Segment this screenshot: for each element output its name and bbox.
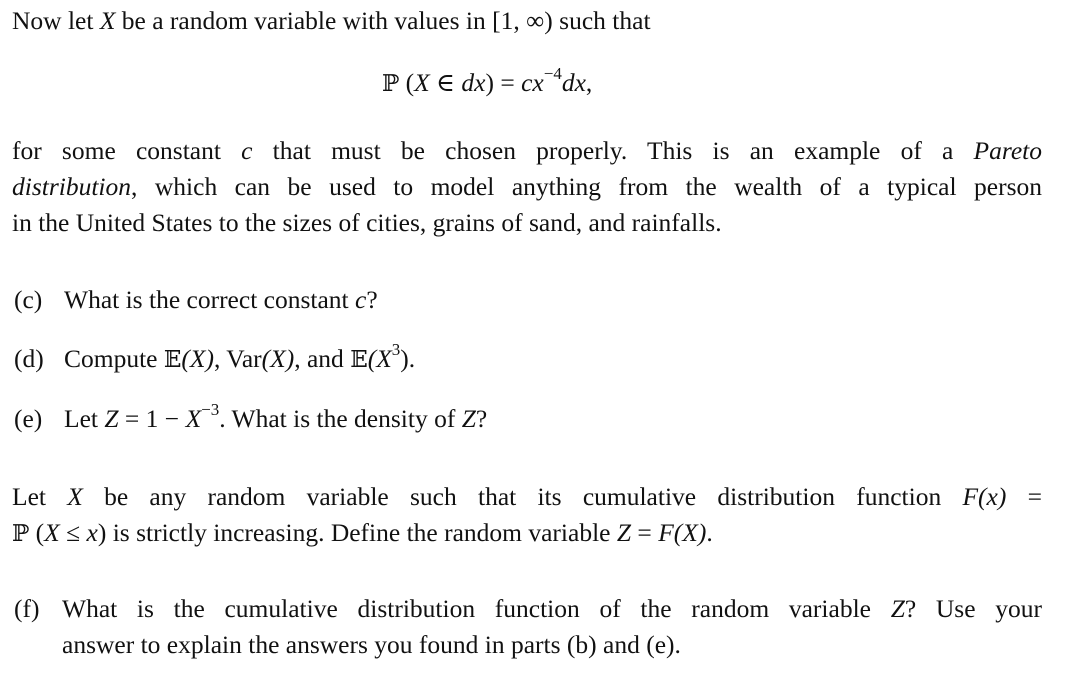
item-d bbox=[14, 340, 416, 373]
math-var-x: X bbox=[44, 518, 60, 547]
item-c bbox=[14, 287, 378, 313]
item-text: ? bbox=[366, 285, 378, 314]
paren: ( bbox=[29, 518, 45, 547]
item-e bbox=[14, 400, 488, 433]
math-var-x: (X) bbox=[181, 344, 214, 373]
item-text: , Var bbox=[213, 344, 262, 373]
display-equation bbox=[382, 64, 593, 97]
item-label: (d) bbox=[14, 344, 44, 373]
paren: ( bbox=[399, 68, 415, 97]
para1-line1 bbox=[12, 138, 1042, 164]
math-dx: dx bbox=[461, 68, 486, 97]
probability-symbol: ℙ bbox=[382, 71, 400, 97]
para-text: ) is strictly increasing. Define the random variable bbox=[97, 518, 617, 547]
intro-text: Now let bbox=[12, 6, 100, 35]
math-var-x: X bbox=[99, 6, 116, 35]
intro-text: such that bbox=[552, 6, 651, 35]
math-var-z: Z bbox=[616, 518, 632, 547]
item-f-line2 bbox=[62, 632, 681, 658]
para2-line1 bbox=[12, 484, 1042, 510]
emphasis-text: distribution bbox=[12, 172, 132, 201]
para-text: Let bbox=[12, 482, 68, 511]
exponent: −3 bbox=[201, 400, 220, 419]
item-f-line1 bbox=[62, 596, 1042, 622]
math-var-x: X bbox=[185, 404, 202, 433]
para1-line3 bbox=[12, 210, 722, 236]
item-text: What is the cumulative distribution function of the random variable bbox=[62, 594, 891, 623]
math-var-x: (X) bbox=[261, 344, 295, 373]
math-var-x: X bbox=[414, 68, 430, 97]
item-text: = 1 − bbox=[118, 404, 186, 433]
para-text: . bbox=[706, 518, 713, 547]
item-text: , and bbox=[294, 344, 351, 373]
math-dx: dx bbox=[561, 68, 586, 97]
expectation-symbol: 𝔼 bbox=[163, 347, 182, 373]
item-label: (e) bbox=[14, 404, 43, 433]
para1-line2 bbox=[12, 174, 1042, 200]
item-text: Compute bbox=[64, 344, 164, 373]
item-label: (c) bbox=[14, 285, 43, 314]
item-text: ). bbox=[400, 344, 416, 373]
math-var-z: Z bbox=[890, 594, 905, 623]
probability-symbol: ℙ bbox=[12, 521, 30, 547]
math-cx: cx bbox=[521, 68, 544, 97]
para-text: in the United States to the sizes of cities, grains of sand, and rainfalls. bbox=[12, 208, 722, 237]
exponent: 3 bbox=[391, 340, 401, 359]
intro-text: be a random variable with values in bbox=[115, 6, 493, 35]
math-var-x: (X bbox=[367, 344, 392, 373]
exponent: −4 bbox=[543, 64, 562, 83]
math-var-c: c bbox=[241, 136, 253, 165]
intro-line bbox=[12, 8, 651, 34]
less-equal-symbol: ≤ bbox=[59, 518, 87, 547]
comma: , bbox=[585, 68, 593, 97]
emphasis-text: Pareto bbox=[973, 136, 1042, 165]
math-var-z: Z bbox=[461, 404, 476, 433]
para-text: be any random variable such that its cumulative distribution function bbox=[82, 482, 963, 511]
math-var-x: (x) bbox=[978, 482, 1007, 511]
math-var-c: c bbox=[355, 285, 367, 314]
paren-equals: ) = bbox=[485, 68, 522, 97]
equals: = bbox=[631, 518, 659, 547]
item-text: Let bbox=[64, 404, 105, 433]
expectation-symbol: 𝔼 bbox=[350, 347, 368, 373]
para-text: for some constant bbox=[12, 136, 242, 165]
math-var-x: X bbox=[67, 482, 83, 511]
item-f-label bbox=[14, 596, 39, 622]
item-text: . What is the density of bbox=[219, 404, 462, 433]
item-text: What is the correct constant bbox=[64, 285, 356, 314]
para-text: that must be chosen properly. This is an example of a bbox=[252, 136, 974, 165]
para2-line2 bbox=[12, 520, 713, 546]
math-var-x: x bbox=[86, 518, 98, 547]
math-interval: [1, ∞) bbox=[492, 6, 553, 35]
para-text: , which can be used to model anything from the wealth of a typical person bbox=[131, 172, 1042, 201]
item-text: ? Use your bbox=[904, 594, 1042, 623]
element-of-symbol: ∈ bbox=[429, 68, 462, 97]
math-var-z: Z bbox=[104, 404, 119, 433]
item-label: (f) bbox=[14, 594, 40, 623]
math-var-f: F bbox=[658, 518, 674, 547]
math-var-x: (X) bbox=[673, 518, 707, 547]
item-text: answer to explain the answers you found in parts (b) and (e). bbox=[62, 630, 681, 659]
item-text: ? bbox=[475, 404, 488, 433]
math-var-f: F bbox=[962, 482, 979, 511]
equals: = bbox=[1006, 482, 1042, 511]
